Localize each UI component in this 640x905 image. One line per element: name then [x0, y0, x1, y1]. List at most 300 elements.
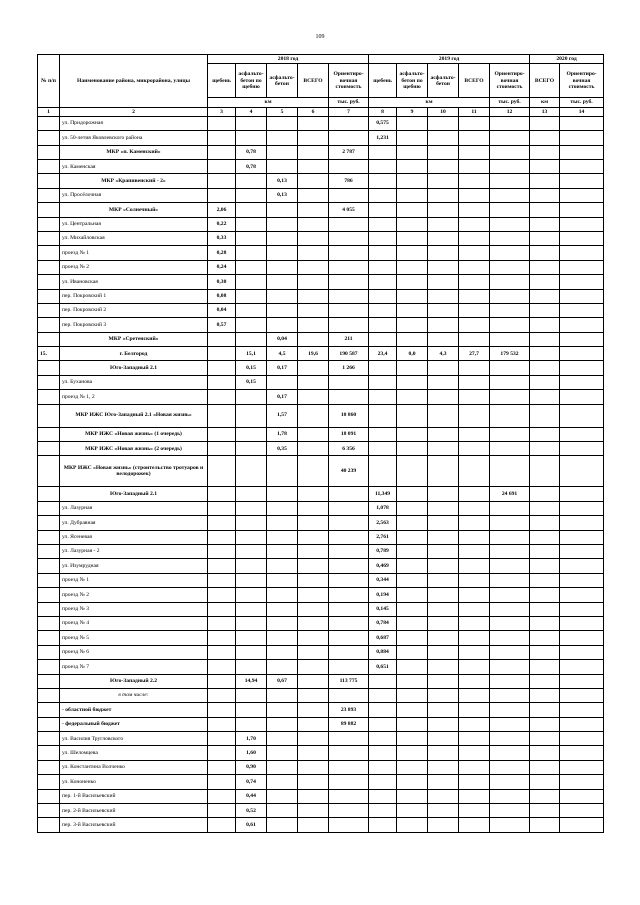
row-number	[38, 674, 60, 688]
cell-col-6	[298, 602, 329, 616]
table-row	[38, 516, 604, 530]
cell-col-13	[530, 217, 560, 231]
cell-col-6	[298, 487, 329, 501]
cell-col-4	[236, 390, 267, 404]
cell-col-9	[397, 516, 428, 530]
row-name: ул. Изумрудная	[60, 559, 208, 573]
cell-col-9	[397, 573, 428, 587]
cell-col-8	[369, 318, 397, 332]
row-name: ул. Каменская	[60, 160, 208, 174]
cell-col-9	[397, 145, 428, 159]
cell-col-11	[459, 645, 490, 659]
cell-col-8	[369, 145, 397, 159]
row-number	[38, 616, 60, 630]
cell-col-5	[267, 631, 298, 645]
cell-col-12	[490, 746, 530, 760]
cell-col-13	[530, 145, 560, 159]
cell-col-11	[459, 487, 490, 501]
cell-col-3	[208, 573, 236, 587]
cell-col-14	[560, 318, 604, 332]
row-name: ул. Просёлочная	[60, 188, 208, 202]
cell-col-4	[236, 516, 267, 530]
cell-col-13	[530, 717, 560, 731]
cell-col-4	[236, 442, 267, 456]
cell-col-3	[208, 616, 236, 630]
cell-col-13	[530, 789, 560, 803]
cell-col-7	[329, 188, 369, 202]
cell-col-3	[208, 789, 236, 803]
cell-col-3	[208, 516, 236, 530]
cell-col-9	[397, 160, 428, 174]
cell-col-13	[530, 775, 560, 789]
column-number-row	[38, 107, 604, 116]
cell-col-6	[298, 116, 329, 130]
cell-col-4: 0,15	[236, 361, 267, 375]
cell-col-4	[236, 545, 267, 559]
cell-col-7	[329, 116, 369, 130]
cell-col-10	[428, 746, 459, 760]
cell-col-9	[397, 818, 428, 832]
cell-col-3	[208, 732, 236, 746]
cell-col-6: 19,6	[298, 347, 329, 361]
cell-col-6	[298, 145, 329, 159]
cell-col-6	[298, 760, 329, 774]
cell-col-14	[560, 174, 604, 188]
cell-col-7	[329, 804, 369, 818]
cell-col-14	[560, 116, 604, 130]
table-row	[38, 131, 604, 145]
cell-col-5	[267, 760, 298, 774]
row-number	[38, 131, 60, 145]
table-row	[38, 818, 604, 832]
row-name: ул. Шеломцева	[60, 746, 208, 760]
table-row	[38, 390, 604, 404]
cell-col-11	[459, 804, 490, 818]
cell-col-8	[369, 361, 397, 375]
cell-col-4	[236, 688, 267, 702]
cell-col-9	[397, 188, 428, 202]
cell-col-9	[397, 501, 428, 515]
cell-col-6	[298, 375, 329, 389]
cell-col-10	[428, 442, 459, 456]
row-name: МКР «Крапивенский - 2»	[60, 174, 208, 188]
table-row	[38, 160, 604, 174]
cell-col-10	[428, 789, 459, 803]
cell-col-5	[267, 545, 298, 559]
cell-col-7: 786	[329, 174, 369, 188]
table-row	[38, 573, 604, 587]
cell-col-7	[329, 131, 369, 145]
cell-col-10	[428, 231, 459, 245]
cell-col-11	[459, 818, 490, 832]
header-2018: 2018 год	[208, 55, 369, 64]
cell-col-5	[267, 160, 298, 174]
cell-col-3	[208, 804, 236, 818]
cell-col-10	[428, 404, 459, 427]
row-number	[38, 746, 60, 760]
table-row	[38, 631, 604, 645]
cell-col-8: 11,349	[369, 487, 397, 501]
cell-col-4	[236, 703, 267, 717]
cell-col-11	[459, 160, 490, 174]
cell-col-7	[329, 573, 369, 587]
cell-col-10	[428, 616, 459, 630]
row-number	[38, 303, 60, 317]
cell-col-9	[397, 703, 428, 717]
cell-col-6	[298, 231, 329, 245]
row-name: проезд № 5	[60, 631, 208, 645]
header-name: Наименование района, микрорайона, улицы	[60, 55, 208, 108]
cell-col-12	[490, 588, 530, 602]
cell-col-10	[428, 246, 459, 260]
row-number	[38, 789, 60, 803]
cell-col-9	[397, 760, 428, 774]
cell-col-14	[560, 456, 604, 487]
cell-col-3	[208, 404, 236, 427]
unit-km-2018: км	[208, 98, 329, 107]
cell-col-3	[208, 442, 236, 456]
row-number	[38, 174, 60, 188]
header-total-2018: ВСЕГО	[298, 64, 329, 98]
cell-col-6	[298, 390, 329, 404]
cell-col-4	[236, 303, 267, 317]
cell-col-10	[428, 487, 459, 501]
cell-col-3	[208, 530, 236, 544]
row-number	[38, 559, 60, 573]
cell-col-11	[459, 375, 490, 389]
cell-col-5	[267, 818, 298, 832]
row-name: проезд № 2	[60, 588, 208, 602]
cell-col-8	[369, 688, 397, 702]
cell-col-12	[490, 717, 530, 731]
table-row	[38, 442, 604, 456]
cell-col-12	[490, 703, 530, 717]
cell-col-12	[490, 231, 530, 245]
row-name: ул. Придорожная	[60, 116, 208, 130]
cell-col-14	[560, 588, 604, 602]
cell-col-10	[428, 332, 459, 346]
cell-col-9	[397, 404, 428, 427]
cell-col-10	[428, 818, 459, 832]
cell-col-8	[369, 804, 397, 818]
cell-col-12	[490, 318, 530, 332]
cell-col-13	[530, 131, 560, 145]
cell-col-5: 0,17	[267, 390, 298, 404]
cell-col-11	[459, 390, 490, 404]
cell-col-13	[530, 174, 560, 188]
header-no: № п/п	[38, 55, 60, 108]
cell-col-9	[397, 260, 428, 274]
cell-col-11	[459, 427, 490, 441]
cell-col-4	[236, 332, 267, 346]
cell-col-5	[267, 487, 298, 501]
cell-col-14	[560, 442, 604, 456]
cell-col-4	[236, 645, 267, 659]
cell-col-14	[560, 775, 604, 789]
cell-col-5	[267, 530, 298, 544]
cell-col-8: 23,4	[369, 347, 397, 361]
cell-col-7: 40 239	[329, 456, 369, 487]
cell-col-9	[397, 427, 428, 441]
cell-col-13	[530, 804, 560, 818]
cell-col-9	[397, 717, 428, 731]
cell-col-14	[560, 804, 604, 818]
cell-col-14	[560, 160, 604, 174]
cell-col-11	[459, 442, 490, 456]
table-row	[38, 260, 604, 274]
cell-col-8: 0,651	[369, 660, 397, 674]
cell-col-5	[267, 145, 298, 159]
column-number: 9	[397, 107, 428, 116]
cell-col-12	[490, 602, 530, 616]
cell-col-12	[490, 573, 530, 587]
row-name: пер. 1-й Васильевский	[60, 789, 208, 803]
cell-col-10	[428, 160, 459, 174]
cell-col-10	[428, 588, 459, 602]
cell-col-4	[236, 717, 267, 731]
cell-col-13	[530, 203, 560, 217]
header-asph-2019: асфальто-бетон	[428, 64, 459, 98]
cell-col-14	[560, 260, 604, 274]
row-number	[38, 231, 60, 245]
cell-col-4	[236, 116, 267, 130]
cell-col-6	[298, 530, 329, 544]
cell-col-14	[560, 231, 604, 245]
cell-col-7: 6 356	[329, 442, 369, 456]
row-number	[38, 818, 60, 832]
row-name: проезд № 6	[60, 645, 208, 659]
cell-col-7	[329, 318, 369, 332]
cell-col-13	[530, 631, 560, 645]
cell-col-6	[298, 588, 329, 602]
header-cost-2020: Ориентиро-вочная стоимость	[560, 64, 604, 98]
cell-col-4: 0,15	[236, 375, 267, 389]
cell-col-10	[428, 390, 459, 404]
row-name: проезд № 1, 2	[60, 390, 208, 404]
row-number	[38, 390, 60, 404]
unit-km-2019: км	[369, 98, 490, 107]
cell-col-11	[459, 717, 490, 731]
cell-col-13	[530, 347, 560, 361]
cell-col-13	[530, 732, 560, 746]
table-row	[38, 203, 604, 217]
cell-col-3	[208, 588, 236, 602]
table-row	[38, 660, 604, 674]
cell-col-8	[369, 260, 397, 274]
header-gravel-2019: щебень	[369, 64, 397, 98]
unit-rub-2018: тыс. руб.	[329, 98, 369, 107]
cell-col-10	[428, 703, 459, 717]
cell-col-9	[397, 804, 428, 818]
cell-col-4	[236, 427, 267, 441]
cell-col-9	[397, 645, 428, 659]
row-name: пер. 3-й Васильевский	[60, 818, 208, 832]
cell-col-7	[329, 289, 369, 303]
row-number	[38, 573, 60, 587]
cell-col-12	[490, 545, 530, 559]
cell-col-5	[267, 456, 298, 487]
header-row-years	[38, 55, 604, 64]
cell-col-11	[459, 318, 490, 332]
column-number: 11	[459, 107, 490, 116]
cell-col-7	[329, 246, 369, 260]
column-number: 13	[530, 107, 560, 116]
cell-col-4	[236, 275, 267, 289]
row-number	[38, 703, 60, 717]
column-number: 6	[298, 107, 329, 116]
cell-col-11	[459, 116, 490, 130]
table-row	[38, 404, 604, 427]
cell-col-7	[329, 487, 369, 501]
cell-col-6	[298, 442, 329, 456]
cell-col-3: 0,30	[208, 275, 236, 289]
cell-col-12	[490, 442, 530, 456]
row-name: ул. Ивановская	[60, 275, 208, 289]
cell-col-5	[267, 246, 298, 260]
cell-col-3	[208, 332, 236, 346]
cell-col-4	[236, 616, 267, 630]
header-asph-gravel-2018: асфальто-бетон по щебню	[236, 64, 267, 98]
cell-col-14	[560, 203, 604, 217]
cell-col-14	[560, 703, 604, 717]
cell-col-14	[560, 559, 604, 573]
cell-col-14	[560, 818, 604, 832]
cell-col-10	[428, 456, 459, 487]
cell-col-5: 1,78	[267, 427, 298, 441]
cell-col-10	[428, 375, 459, 389]
cell-col-4	[236, 131, 267, 145]
cell-col-6	[298, 674, 329, 688]
cell-col-11	[459, 516, 490, 530]
table-row	[38, 375, 604, 389]
cell-col-12	[490, 390, 530, 404]
table-row	[38, 645, 604, 659]
cell-col-6	[298, 789, 329, 803]
cell-col-8	[369, 246, 397, 260]
row-name: Юго-Западный 2.2	[60, 674, 208, 688]
cell-col-14	[560, 303, 604, 317]
column-number: 3	[208, 107, 236, 116]
row-number	[38, 545, 60, 559]
cell-col-11	[459, 545, 490, 559]
row-number	[38, 332, 60, 346]
cell-col-5	[267, 303, 298, 317]
cell-col-9	[397, 318, 428, 332]
row-number	[38, 516, 60, 530]
cell-col-10	[428, 361, 459, 375]
cell-col-7	[329, 160, 369, 174]
cell-col-6	[298, 160, 329, 174]
cell-col-5	[267, 516, 298, 530]
cell-col-3: 0,24	[208, 260, 236, 274]
cell-col-3	[208, 131, 236, 145]
row-name: ул. Лазурная - 2	[60, 545, 208, 559]
cell-col-3	[208, 645, 236, 659]
cell-col-10	[428, 203, 459, 217]
cell-col-9	[397, 530, 428, 544]
cell-col-12	[490, 688, 530, 702]
cell-col-14	[560, 427, 604, 441]
cell-col-3	[208, 375, 236, 389]
cell-col-5	[267, 275, 298, 289]
cell-col-14	[560, 404, 604, 427]
cell-col-3	[208, 631, 236, 645]
cell-col-7: 1 266	[329, 361, 369, 375]
cell-col-5	[267, 501, 298, 515]
cell-col-3	[208, 116, 236, 130]
table-row	[38, 456, 604, 487]
cell-col-13	[530, 487, 560, 501]
row-number	[38, 602, 60, 616]
cell-col-12	[490, 818, 530, 832]
cell-col-13	[530, 318, 560, 332]
cell-col-4	[236, 559, 267, 573]
row-name: ул. Михайловская	[60, 231, 208, 245]
table-row	[38, 361, 604, 375]
cell-col-10	[428, 804, 459, 818]
cell-col-5: 0,17	[267, 361, 298, 375]
cell-col-12	[490, 616, 530, 630]
table-row	[38, 616, 604, 630]
cell-col-9	[397, 559, 428, 573]
cell-col-6	[298, 559, 329, 573]
row-number	[38, 501, 60, 515]
cell-col-7: 113 775	[329, 674, 369, 688]
cell-col-7	[329, 631, 369, 645]
cell-col-4: 1,70	[236, 732, 267, 746]
cell-col-14	[560, 545, 604, 559]
cell-col-8: 1,231	[369, 131, 397, 145]
cell-col-8: 0,784	[369, 616, 397, 630]
cell-col-13	[530, 573, 560, 587]
cell-col-10	[428, 174, 459, 188]
cell-col-13	[530, 404, 560, 427]
table-row	[38, 602, 604, 616]
cell-col-7: 211	[329, 332, 369, 346]
cell-col-4: 0,52	[236, 804, 267, 818]
cell-col-6	[298, 303, 329, 317]
row-number	[38, 318, 60, 332]
cell-col-4	[236, 573, 267, 587]
cell-col-10	[428, 501, 459, 515]
cell-col-14	[560, 487, 604, 501]
cell-col-13	[530, 530, 560, 544]
cell-col-9	[397, 732, 428, 746]
cell-col-10	[428, 645, 459, 659]
cell-col-12	[490, 732, 530, 746]
cell-col-5	[267, 231, 298, 245]
cell-col-14	[560, 789, 604, 803]
cell-col-14	[560, 573, 604, 587]
cell-col-11	[459, 760, 490, 774]
cell-col-13	[530, 303, 560, 317]
row-number	[38, 804, 60, 818]
row-name: проезд № 1	[60, 246, 208, 260]
cell-col-4: 0,78	[236, 145, 267, 159]
cell-col-4	[236, 289, 267, 303]
cell-col-13	[530, 260, 560, 274]
cell-col-5	[267, 260, 298, 274]
cell-col-7	[329, 530, 369, 544]
cell-col-5	[267, 804, 298, 818]
cell-col-12	[490, 160, 530, 174]
row-name: пер. Покровский 2	[60, 303, 208, 317]
cell-col-7	[329, 516, 369, 530]
cell-col-4	[236, 188, 267, 202]
cell-col-13	[530, 674, 560, 688]
cell-col-11	[459, 231, 490, 245]
cell-col-3	[208, 674, 236, 688]
